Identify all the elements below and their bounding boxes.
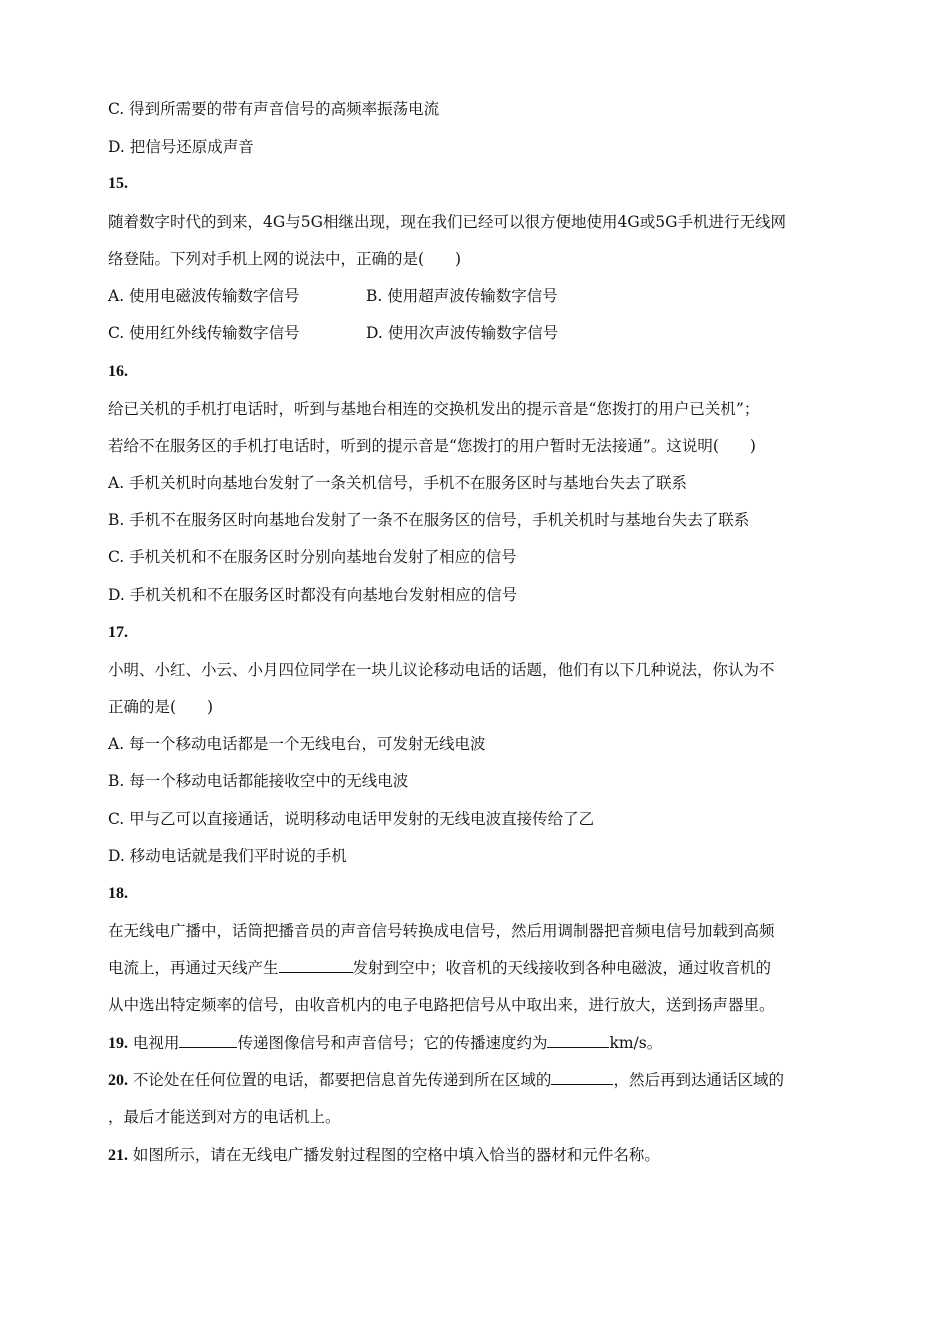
- q15-option-d: D. 使用次声波传输数字信号: [366, 324, 559, 342]
- q21-number: 21.: [108, 1147, 128, 1164]
- q17-stem-line-2: 正确的是( ): [108, 698, 214, 716]
- q17-number: 17.: [108, 624, 128, 641]
- q19-number: 19.: [108, 1035, 128, 1052]
- q20-blank-1[interactable]: [551, 1070, 613, 1085]
- q16-option-c: C. 手机关机和不在服务区时分别向基地台发射了相应的信号: [108, 548, 517, 566]
- q18-number: 18.: [108, 885, 128, 902]
- q18-text-before-blank: 电流上，再通过天线产生: [108, 959, 279, 977]
- q14-option-d: D. 把信号还原成声音: [108, 138, 254, 156]
- q16-stem-line-1: 给已关机的手机打电话时，听到与基地台相连的交换机发出的提示音是“您拨打的用户已关机”；: [108, 400, 760, 418]
- q17-option-d: D. 移动电话就是我们平时说的手机: [108, 847, 347, 865]
- q17-stem-line-1: 小明、小红、小云、小月四位同学在一块儿议论移动电话的话题，他们有以下几种说法，你认为不: [108, 661, 775, 679]
- q15-stem-line-2: 络登陆。下列对手机上网的说法中，正确的是( ): [108, 250, 462, 268]
- q20-line-2: ，最后才能送到对方的电话机上。: [108, 1108, 341, 1126]
- q18-stem-line-2: [108, 958, 771, 978]
- q20-text-b: ，然后再到达通话区域的: [613, 1071, 784, 1089]
- q19-line: [108, 1033, 662, 1054]
- q20-number: 20.: [108, 1072, 128, 1089]
- q19-text-c: km/s。: [609, 1034, 663, 1052]
- q19-blank-1[interactable]: [179, 1033, 237, 1048]
- q19-blank-2[interactable]: [547, 1033, 609, 1048]
- q20-line-1: [108, 1070, 784, 1091]
- q18-stem-line-1: 在无线电广播中，话筒把播音员的声音信号转换成电信号，然后用调制器把音频电信号加载到高频: [108, 922, 775, 940]
- q17-option-a: A. 每一个移动电话都是一个无线电台，可发射无线电波: [108, 735, 486, 753]
- q18-text-after-blank: 发射到空中；收音机的天线接收到各种电磁波，通过收音机的: [352, 959, 772, 977]
- q18-stem-line-3: 从中选出特定频率的信号，由收音机内的电子电路把信号从中取出来，进行放大，送到扬声器里。: [108, 996, 775, 1014]
- q19-text-a: 电视用: [128, 1034, 180, 1052]
- q17-option-c: C. 甲与乙可以直接通话，说明移动电话甲发射的无线电波直接传给了乙: [108, 810, 595, 828]
- q15-option-b: B. 使用超声波传输数字信号: [366, 287, 558, 305]
- q21-text: 如图所示，请在无线电广播发射过程图的空格中填入恰当的器材和元件名称。: [128, 1146, 660, 1164]
- q16-number: 16.: [108, 363, 128, 380]
- q16-option-d: D. 手机关机和不在服务区时都没有向基地台发射相应的信号: [108, 586, 518, 604]
- q15-option-a: A. 使用电磁波传输数字信号: [108, 287, 300, 305]
- q17-option-b: B. 每一个移动电话都能接收空中的无线电波: [108, 772, 409, 790]
- q14-option-c: C. 得到所需要的带有声音信号的高频率振荡电流: [108, 100, 440, 118]
- q19-text-b: 传递图像信号和声音信号；它的传播速度约为: [237, 1034, 548, 1052]
- q16-stem-line-2: 若给不在服务区的手机打电话时，听到的提示音是“您拨打的用户暂时无法接通”。这说明( ): [108, 437, 756, 455]
- q16-option-b: B. 手机不在服务区时向基地台发射了一条不在服务区的信号，手机关机时与基地台失去了联系: [108, 511, 750, 529]
- q15-stem-line-1: 随着数字时代的到来，4G与5G相继出现，现在我们已经可以很方便地使用4G或5G手机进行无线网: [108, 213, 786, 231]
- q16-option-a: A. 手机关机时向基地台发射了一条关机信号，手机不在服务区时与基地台失去了联系: [108, 474, 688, 492]
- q20-text-a: 不论处在任何位置的电话，都要把信息首先传递到所在区域的: [128, 1071, 552, 1089]
- q15-number: 15.: [108, 175, 128, 192]
- q15-option-c: C. 使用红外线传输数字信号: [108, 324, 300, 342]
- q18-answer-blank[interactable]: [279, 958, 353, 973]
- q21-line: [108, 1145, 660, 1166]
